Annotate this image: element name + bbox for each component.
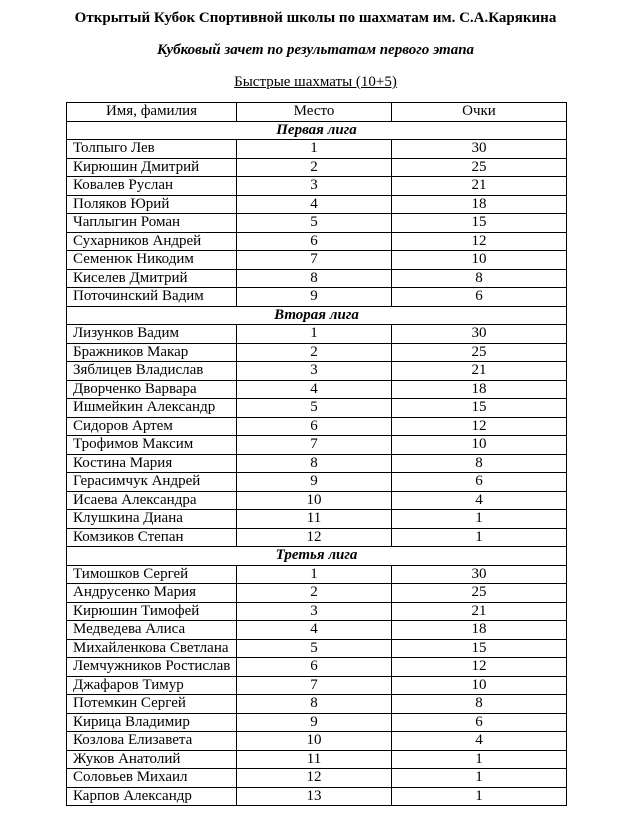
table-row <box>67 602 567 621</box>
table-row <box>67 676 567 695</box>
header-row <box>67 103 567 122</box>
results-body <box>67 121 567 806</box>
place-cell: 7 <box>237 436 392 455</box>
points-cell: 10 <box>392 436 567 455</box>
table-row <box>67 473 567 492</box>
place-cell: 2 <box>237 343 392 362</box>
player-name-cell: Исаева Александра <box>67 491 237 510</box>
place-cell: 2 <box>237 158 392 177</box>
table-row <box>67 362 567 381</box>
player-name-cell: Семенюк Никодим <box>67 251 237 270</box>
table-row <box>67 528 567 547</box>
player-name-cell: Лизунков Вадим <box>67 325 237 344</box>
player-name-cell: Ишмейкин Александр <box>67 399 237 418</box>
table-row <box>67 491 567 510</box>
place-cell: 4 <box>237 195 392 214</box>
league-title: Вторая лига <box>67 306 567 325</box>
table-row <box>67 140 567 159</box>
player-name-cell: Кирюшин Дмитрий <box>67 158 237 177</box>
points-cell: 15 <box>392 214 567 233</box>
place-cell: 11 <box>237 510 392 529</box>
player-name-cell: Костина Мария <box>67 454 237 473</box>
points-cell: 1 <box>392 510 567 529</box>
points-cell: 12 <box>392 417 567 436</box>
points-cell: 4 <box>392 491 567 510</box>
table-row <box>67 732 567 751</box>
place-cell: 3 <box>237 602 392 621</box>
points-cell: 18 <box>392 621 567 640</box>
table-row <box>67 288 567 307</box>
points-cell: 25 <box>392 584 567 603</box>
place-cell: 9 <box>237 288 392 307</box>
place-cell: 10 <box>237 732 392 751</box>
points-cell: 1 <box>392 769 567 788</box>
points-cell: 15 <box>392 639 567 658</box>
place-cell: 12 <box>237 769 392 788</box>
place-cell: 8 <box>237 454 392 473</box>
points-cell: 21 <box>392 362 567 381</box>
points-cell: 15 <box>392 399 567 418</box>
player-name-cell: Комзиков Степан <box>67 528 237 547</box>
place-cell: 5 <box>237 639 392 658</box>
league-row <box>67 306 567 325</box>
header-place: Место <box>237 103 392 122</box>
header-points: Очки <box>392 103 567 122</box>
place-cell: 1 <box>237 565 392 584</box>
place-cell: 11 <box>237 750 392 769</box>
table-row <box>67 325 567 344</box>
points-cell: 1 <box>392 528 567 547</box>
table-row <box>67 787 567 806</box>
results-table <box>66 102 567 806</box>
points-cell: 30 <box>392 565 567 584</box>
place-cell: 6 <box>237 417 392 436</box>
place-cell: 8 <box>237 695 392 714</box>
player-name-cell: Толпыго Лев <box>67 140 237 159</box>
table-row <box>67 639 567 658</box>
player-name-cell: Ковалев Руслан <box>67 177 237 196</box>
league-title: Первая лига <box>67 121 567 140</box>
table-row <box>67 232 567 251</box>
place-cell: 3 <box>237 362 392 381</box>
table-row <box>67 750 567 769</box>
points-cell: 18 <box>392 380 567 399</box>
table-row <box>67 251 567 270</box>
points-cell: 8 <box>392 454 567 473</box>
place-cell: 9 <box>237 713 392 732</box>
place-cell: 12 <box>237 528 392 547</box>
player-name-cell: Чаплыгин Роман <box>67 214 237 233</box>
player-name-cell: Джафаров Тимур <box>67 676 237 695</box>
points-cell: 8 <box>392 695 567 714</box>
player-name-cell: Кирица Владимир <box>67 713 237 732</box>
place-cell: 5 <box>237 399 392 418</box>
table-row <box>67 158 567 177</box>
table-row <box>67 658 567 677</box>
table-row <box>67 269 567 288</box>
player-name-cell: Зяблицев Владислав <box>67 362 237 381</box>
player-name-cell: Соловьев Михаил <box>67 769 237 788</box>
player-name-cell: Киселев Дмитрий <box>67 269 237 288</box>
table-row <box>67 380 567 399</box>
place-cell: 5 <box>237 214 392 233</box>
points-cell: 1 <box>392 787 567 806</box>
table-row <box>67 695 567 714</box>
table-row <box>67 621 567 640</box>
player-name-cell: Тимошков Сергей <box>67 565 237 584</box>
points-cell: 6 <box>392 288 567 307</box>
table-row <box>67 436 567 455</box>
points-cell: 21 <box>392 602 567 621</box>
points-cell: 25 <box>392 158 567 177</box>
table-row <box>67 214 567 233</box>
points-cell: 4 <box>392 732 567 751</box>
points-cell: 1 <box>392 750 567 769</box>
table-row <box>67 177 567 196</box>
points-cell: 6 <box>392 473 567 492</box>
player-name-cell: Дворченко Варвара <box>67 380 237 399</box>
place-cell: 6 <box>237 232 392 251</box>
points-cell: 21 <box>392 177 567 196</box>
place-cell: 4 <box>237 621 392 640</box>
points-cell: 12 <box>392 232 567 251</box>
points-cell: 18 <box>392 195 567 214</box>
league-row <box>67 547 567 566</box>
player-name-cell: Козлова Елизавета <box>67 732 237 751</box>
points-cell: 12 <box>392 658 567 677</box>
player-name-cell: Клушкина Диана <box>67 510 237 529</box>
league-row <box>67 121 567 140</box>
table-row <box>67 769 567 788</box>
player-name-cell: Кирюшин Тимофей <box>67 602 237 621</box>
player-name-cell: Лемчужников Ростислав <box>67 658 237 677</box>
place-cell: 10 <box>237 491 392 510</box>
player-name-cell: Карпов Александр <box>67 787 237 806</box>
points-cell: 8 <box>392 269 567 288</box>
league-title: Третья лига <box>67 547 567 566</box>
table-row <box>67 417 567 436</box>
header-name: Имя, фамилия <box>67 103 237 122</box>
points-cell: 30 <box>392 325 567 344</box>
category-text: Быстрые шахматы (10+5) <box>234 74 397 90</box>
table-row <box>67 343 567 362</box>
player-name-cell: Медведева Алиса <box>67 621 237 640</box>
place-cell: 7 <box>237 251 392 270</box>
category-label <box>0 72 631 92</box>
points-cell: 25 <box>392 343 567 362</box>
player-name-cell: Трофимов Максим <box>67 436 237 455</box>
table-row <box>67 510 567 529</box>
place-cell: 3 <box>237 177 392 196</box>
place-cell: 7 <box>237 676 392 695</box>
table-row <box>67 454 567 473</box>
player-name-cell: Сидоров Артем <box>67 417 237 436</box>
player-name-cell: Сухарников Андрей <box>67 232 237 251</box>
place-cell: 6 <box>237 658 392 677</box>
player-name-cell: Михайленкова Светлана <box>67 639 237 658</box>
player-name-cell: Бражников Макар <box>67 343 237 362</box>
place-cell: 8 <box>237 269 392 288</box>
document-subtitle: Кубковый зачет по результатам первого этапа <box>156 42 475 58</box>
points-cell: 6 <box>392 713 567 732</box>
player-name-cell: Герасимчук Андрей <box>67 473 237 492</box>
player-name-cell: Андрусенко Мария <box>67 584 237 603</box>
place-cell: 1 <box>237 325 392 344</box>
place-cell: 9 <box>237 473 392 492</box>
points-cell: 30 <box>392 140 567 159</box>
table-row <box>67 399 567 418</box>
table-row <box>67 565 567 584</box>
place-cell: 4 <box>237 380 392 399</box>
document-title: Открытый Кубок Спортивной школы по шахматам им. С.А.Карякина <box>74 10 557 26</box>
player-name-cell: Поляков Юрий <box>67 195 237 214</box>
player-name-cell: Потемкин Сергей <box>67 695 237 714</box>
place-cell: 1 <box>237 140 392 159</box>
player-name-cell: Жуков Анатолий <box>67 750 237 769</box>
table-row <box>67 713 567 732</box>
points-cell: 10 <box>392 676 567 695</box>
place-cell: 13 <box>237 787 392 806</box>
table-row <box>67 584 567 603</box>
table-row <box>67 195 567 214</box>
place-cell: 2 <box>237 584 392 603</box>
player-name-cell: Поточинский Вадим <box>67 288 237 307</box>
points-cell: 10 <box>392 251 567 270</box>
